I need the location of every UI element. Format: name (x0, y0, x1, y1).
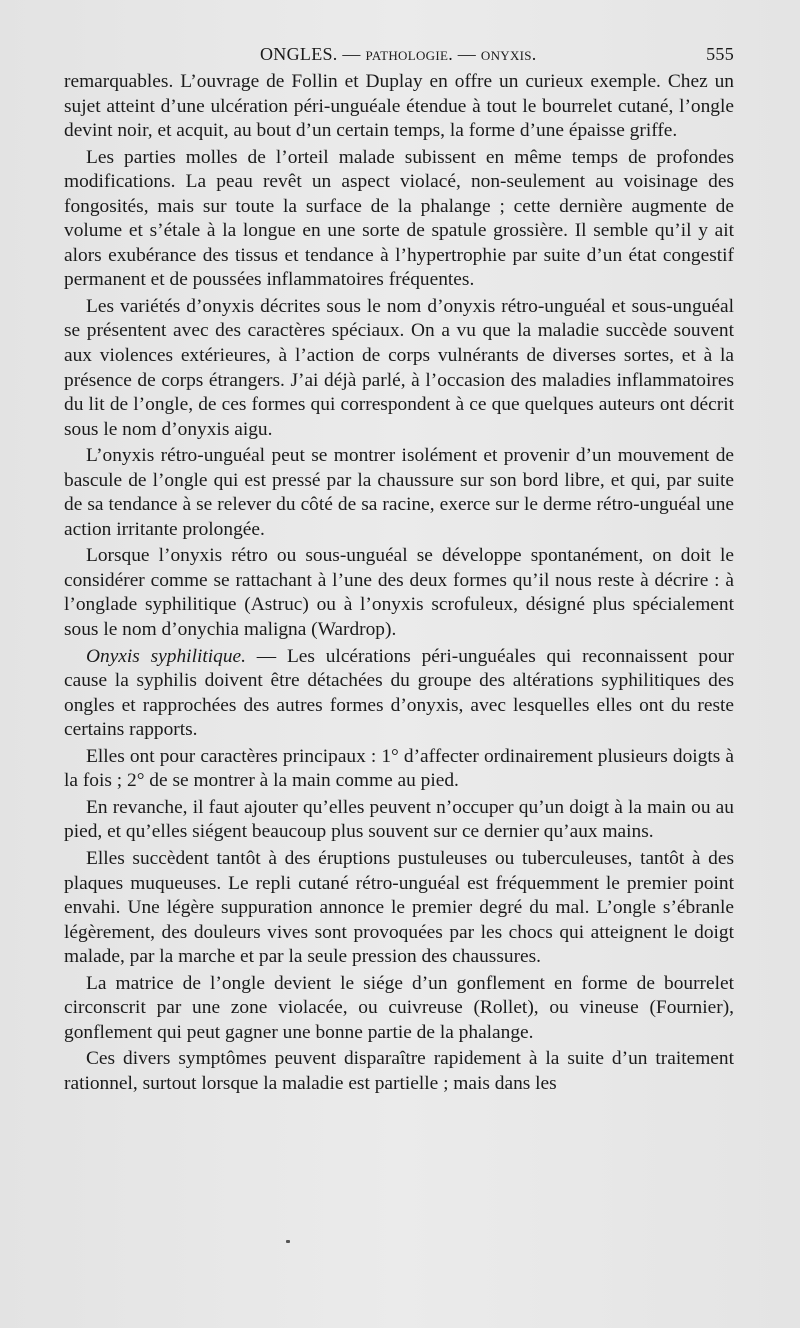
paragraph: Elles succèdent tantôt à des éruptions pustuleuses ou tuberculeuses, tantôt à des plaques muqueuses. Le repli cutané rétro-unguéal est fréquemment le premier point envahi. Une légère suppuration annonce le premier degré du mal. L’ongle s’ébranle légèrement, des douleurs vives sont provoquées par les chocs qui atteignent le doigt malade, par la marche et par la seule pression des chaussures. (64, 847, 734, 968)
paragraph: remarquables. L’ouvrage de Follin et Duplay en offre un curieux exemple. Chez un sujet atteint d’une ulcération péri-unguéale étendue à tout le bourrelet cutané, l’ongle devint noir, et acquit, au bout d’un certain temps, la forme d’une épaisse griffe. (64, 71, 734, 142)
body-text (64, 70, 734, 1096)
running-title-word: ONGLES. (260, 44, 338, 64)
paragraph: L’onyxis rétro-unguéal peut se montrer isolément et provenir d’un mouvement de bascule de l’ongle qui est pressé par la chaussure sur son bord libre, et qui, par suite de sa tendance à se relever du côté de sa racine, exerce sur le derme rétro-unguéal une action irritante prolongée. (64, 445, 734, 540)
paragraph: Lorsque l’onyxis rétro ou sous-unguéal se développe spontanément, on doit le considérer comme se rattachant à l’une des deux formes qu’il nous reste à décrire : à l’onglade syphilitique (Astruc) ou à l’onyxis scrofuleux, désigné plus spécialement sous le nom d’onychia maligna (Wardrop). (64, 545, 734, 641)
paragraph: La matrice de l’ongle devient le siége d’un gonflement en forme de bourrelet circonscrit par une zone violacée, ou cuivreuse (Rollet), ou vineuse (Fournier), gonflement qui peut gagner une bonne partie de la phalange. (64, 972, 734, 1043)
paragraph: Elles ont pour caractères principaux : 1° d’affecter ordinairement plusieurs doigts à la fois ; 2° de se montrer à la main comme au pied. (64, 745, 734, 792)
paragraph: En revanche, il faut ajouter qu’elles peuvent n’occuper qu’un doigt à la main ou au pied, et qu’elles siégent beaucoup plus souvent sur ce dernier qu’aux mains. (64, 796, 734, 843)
paragraph: Les parties molles de l’orteil malade subissent en même temps de profondes modifications. La peau revêt un aspect violacé, non-seulement au voisinage des fongosités, mais sur toute la surface de la phalange ; cette dernière augmente de volume et s’étale à la longue en une sorte de spatule grossière. Il semble qu’il y ait alors exubérance des tissus et tendance à l’hypertrophie par suite d’un état congestif permanent et de poussées inflammatoires fréquentes. (64, 146, 734, 291)
page-number: 555 (706, 44, 734, 64)
paragraph-text: — Les ulcérations péri-unguéales qui reconnaissent pour cause la syphilis doivent être détachées du groupe des altérations syphilitiques des ongles et rapprochées des autres formes d’onyxis, avec lesquelles elles ont du reste certains rapports. (64, 645, 734, 741)
ink-speck (286, 1240, 290, 1243)
italic-heading: Onyxis syphilitique. (86, 645, 246, 667)
running-title-rest: — pathologie. — onyxis. (337, 44, 537, 64)
running-title (260, 44, 537, 65)
paragraph-onyxis-syphilitique (64, 645, 734, 743)
running-header (64, 40, 734, 70)
paragraph: Les variétés d’onyxis décrites sous le nom d’onyxis rétro-unguéal et sous-unguéal se présentent avec des caractères spéciaux. On a vu que la maladie succède souvent aux violences extérieures, à l’action de corps vulnérants de diverses sortes, et à la présence de corps étrangers. J’ai déjà parlé, à l’occasion des maladies inflammatoires du lit de l’ongle, de ces formes qui correspondent à ce que quelques auteurs ont décrit sous le nom d’onyxis aigu. (64, 295, 734, 440)
paragraph: Ces divers symptômes peuvent disparaître rapidement à la suite d’un traitement rationnel, surtout lorsque la maladie est partielle ; mais dans les (64, 1048, 734, 1094)
